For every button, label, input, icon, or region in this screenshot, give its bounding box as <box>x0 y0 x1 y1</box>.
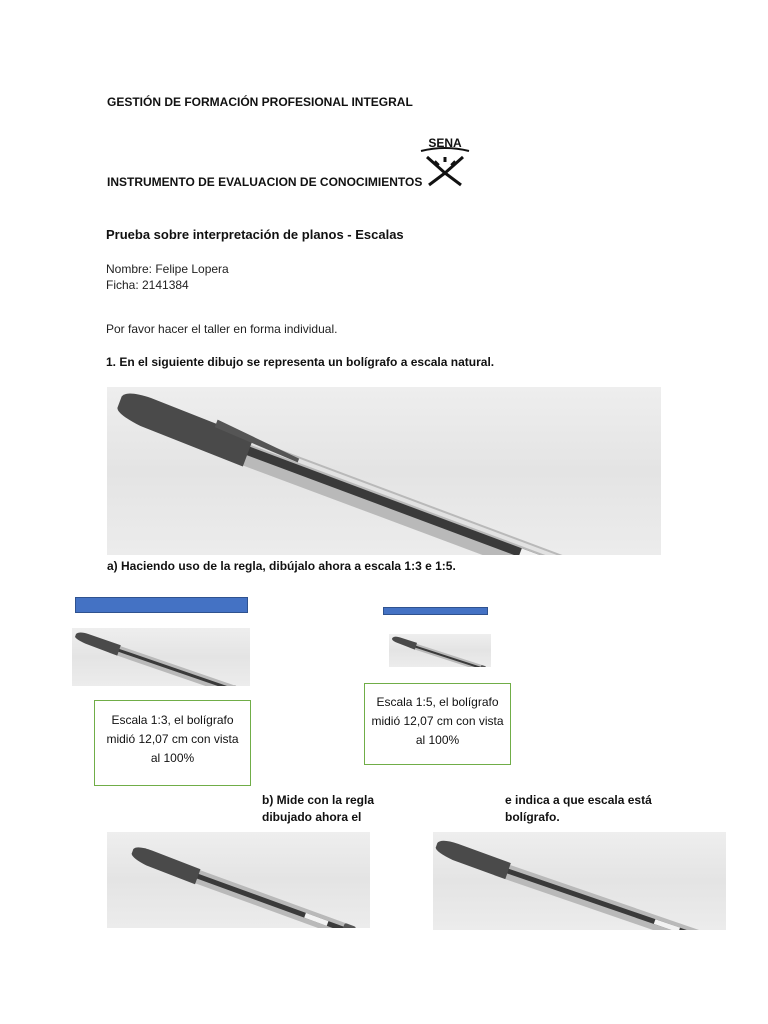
sena-logo <box>415 135 475 187</box>
svg-text:SENA: SENA <box>428 136 462 150</box>
scale-bar-1-5 <box>383 607 488 615</box>
question-a: a) Haciendo uso de la regla, dibújalo ahora a escala 1:3 e 1:5. <box>107 559 456 573</box>
note-box-scale-1-3: Escala 1:3, el bolígrafo midió 12,07 cm con vista al 100% <box>94 700 251 786</box>
pen-image-scale-1-5 <box>389 634 491 667</box>
question-1: 1. En el siguiente dibujo se representa un bolígrafo a escala natural. <box>106 355 495 369</box>
pen-image-natural-scale <box>107 387 661 555</box>
instructions: Por favor hacer el taller en forma individual. <box>106 322 338 336</box>
question-b-left: b) Mide con la regla dibujado ahora el <box>262 793 375 824</box>
student-name: Nombre: Felipe Lopera <box>106 262 229 276</box>
question-b-right: e indica a que escala está bolígrafo. <box>505 793 652 824</box>
scale-bar-1-3 <box>75 597 248 613</box>
pen-image-bottom-right <box>433 832 726 930</box>
student-info <box>106 261 229 293</box>
instrument-title: INSTRUMENTO DE EVALUACION DE CONOCIMIENTOS <box>107 175 423 189</box>
pen-image-bottom-left <box>107 832 370 928</box>
org-title: GESTIÓN DE FORMACIÓN PROFESIONAL INTEGRAL <box>107 95 413 109</box>
note-box-scale-1-5: Escala 1:5, el bolígrafo midió 12,07 cm con vista al 100% <box>364 683 511 765</box>
pen-image-scale-1-3 <box>72 628 250 686</box>
test-title: Prueba sobre interpretación de planos - Escalas <box>106 227 404 242</box>
student-ficha: Ficha: 2141384 <box>106 278 189 292</box>
